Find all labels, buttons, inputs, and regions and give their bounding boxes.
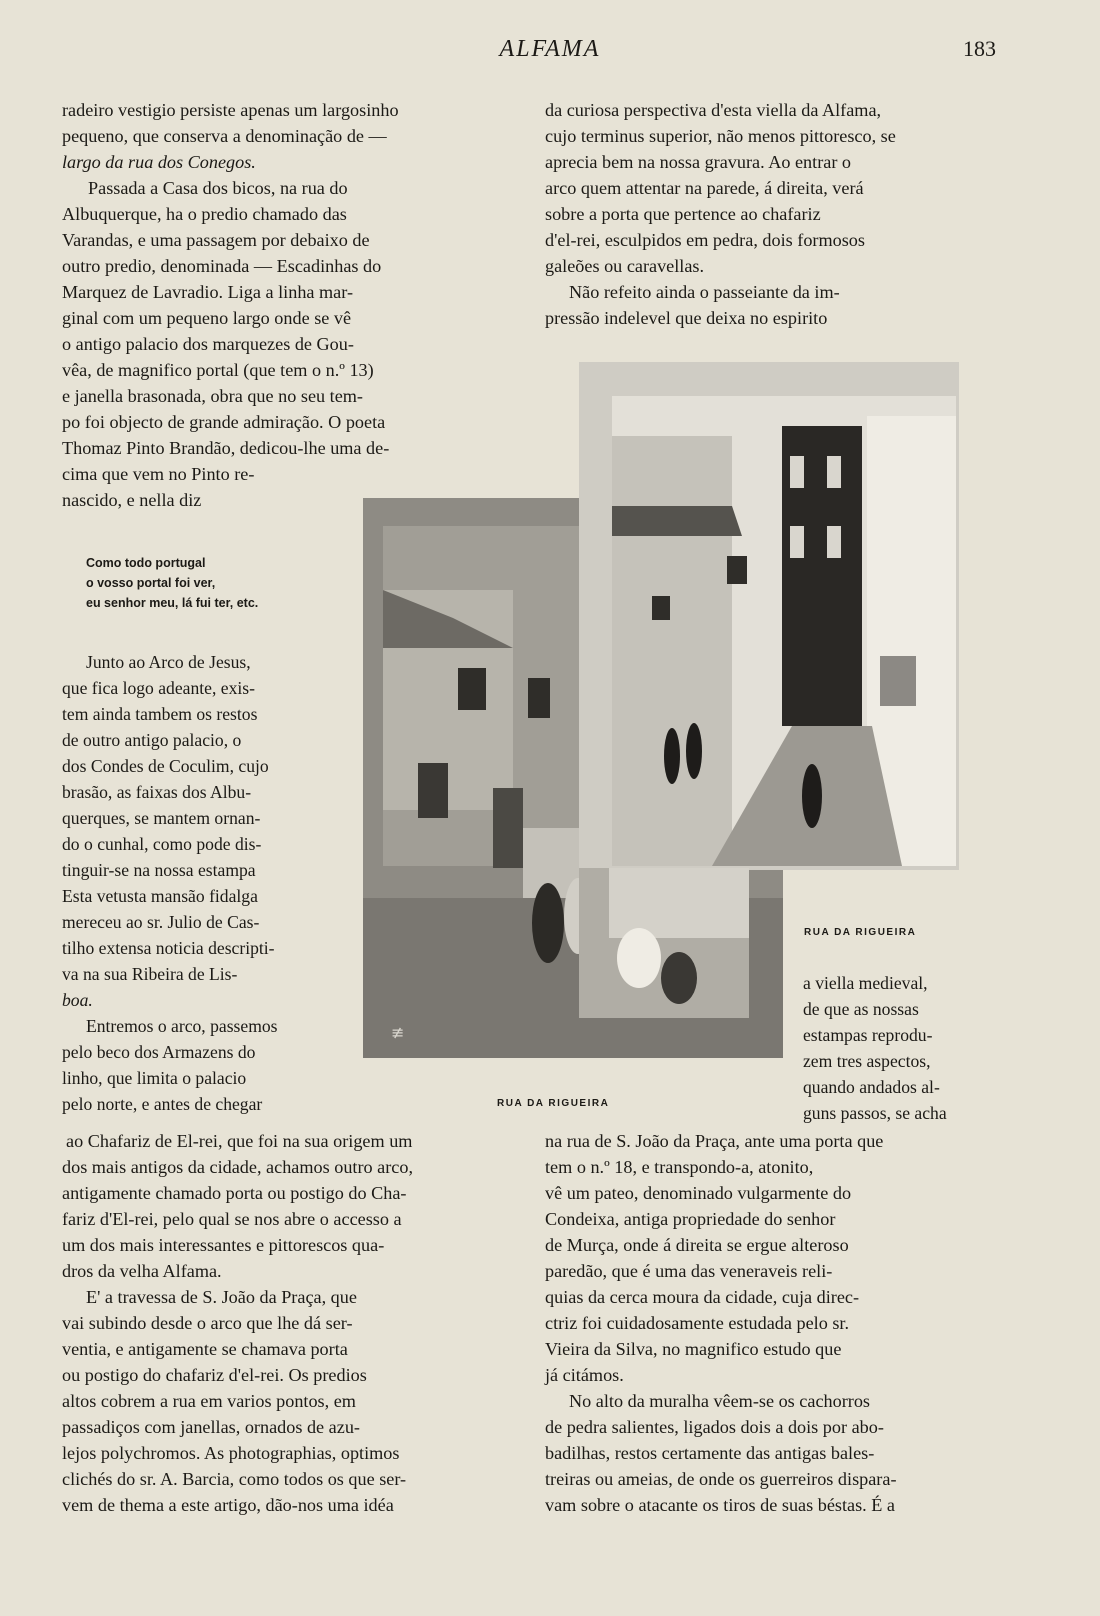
text-line: Condeixa, antiga propriedade do senhor — [545, 1209, 836, 1229]
text-line: No alto da muralha vêem-se os cachorros — [569, 1391, 870, 1411]
text-line: ctriz foi cuidadosamente estudada pelo sr. — [545, 1313, 850, 1333]
text-line: linho, que limita o palacio — [62, 1068, 247, 1088]
text-line: Vieira da Silva, no magnifico estudo que — [545, 1339, 842, 1359]
text-line: zem tres aspectos, — [803, 1051, 931, 1071]
left-column-bottom — [62, 1128, 502, 1518]
text-line: de pedra salientes, ligados dois a dois por abo- — [545, 1417, 884, 1437]
text-line: já citámos. — [545, 1365, 624, 1385]
text-line: lejos polychromos. As photographias, optimos — [62, 1443, 400, 1463]
text-line: Marquez de Lavradio. Liga a linha mar- — [62, 282, 354, 302]
text-line: po foi objecto de grande admiração. O poeta — [62, 412, 386, 432]
text-line: pressão indelevel que deixa no espirito — [545, 308, 828, 328]
photo-caption-right: RUA DA RIGUEIRA — [804, 927, 917, 938]
text-line: vê um pateo, denominado vulgarmente do — [545, 1183, 852, 1203]
text-line: do o cunhal, como pode dis- — [62, 834, 262, 854]
text-line: um dos mais interessantes e pittorescos qua- — [62, 1235, 385, 1255]
text-line: tem o n.º 18, e transpondo-a, atonito, — [545, 1157, 814, 1177]
text-line: pequeno, que conserva a denominação de — — [62, 126, 387, 146]
verse-line: Como todo portugal — [86, 556, 206, 570]
text-line: d'el-rei, esculpidos em pedra, dois formosos — [545, 230, 865, 250]
text-line: a viella medieval, — [803, 973, 928, 993]
text-line: na rua de S. João da Praça, ante uma porta que — [545, 1131, 884, 1151]
text-line: badilhas, restos certamente das antigas bales- — [545, 1443, 875, 1463]
text-line: brasão, as faixas dos Albu- — [62, 782, 252, 802]
text-line: va na sua Ribeira de Lis- — [62, 964, 238, 984]
text-line: E' a travessa de S. João da Praça, que — [86, 1287, 357, 1307]
right-column-bottom — [545, 1128, 985, 1518]
text-line: cujo terminus superior, não menos pittoresco, se — [545, 126, 896, 146]
text-line: Esta vetusta mansão fidalga — [62, 886, 258, 906]
text-line: quias da cerca moura da cidade, cuja direc- — [545, 1287, 860, 1307]
text-line: dros da velha Alfama. — [62, 1261, 222, 1281]
text-line: guns passos, se acha — [803, 1103, 947, 1123]
text-line: ao Chafariz de El-rei, que foi na sua origem um — [66, 1131, 413, 1151]
left-column-narrow — [62, 649, 332, 1117]
text-line: ginal com um pequeno largo onde se vê — [62, 308, 352, 328]
text-line: treiras ou ameias, de onde os guerreiros dispara- — [545, 1469, 897, 1489]
verse-line: o vosso portal foi ver, — [86, 576, 216, 590]
text-line: Albuquerque, ha o predio chamado das — [62, 204, 347, 224]
text-line: galeões ou caravellas. — [545, 256, 705, 276]
text-line: tinguir-se na nossa estampa — [62, 860, 256, 880]
text-line: altos cobrem a rua em varios pontos, em — [62, 1391, 356, 1411]
text-line: ventia, e antigamente se chamava porta — [62, 1339, 348, 1359]
text-line: nascido, e nella diz — [62, 490, 202, 510]
text-line: largo da rua dos Conegos. — [62, 152, 256, 172]
text-line: Varandas, e uma passagem por debaixo de — [62, 230, 370, 250]
street-photo-inset — [579, 868, 749, 1018]
text-line: e janella brasonada, obra que no seu tem- — [62, 386, 363, 406]
text-line: tilho extensa noticia descripti- — [62, 938, 275, 958]
text-line: vam sobre o atacante os tiros de suas béstas. É a — [545, 1495, 896, 1515]
right-column-narrow — [803, 970, 988, 1126]
text-line: cima que vem no Pinto re- — [62, 464, 255, 484]
text-line: vai subindo desde o arco que lhe dá ser- — [62, 1313, 353, 1333]
text-line: sobre a porta que pertence ao chafariz — [545, 204, 821, 224]
photo-illustration — [612, 396, 956, 866]
right-column-top — [545, 97, 985, 331]
text-line: Passada a Casa dos bicos, na rua do — [88, 178, 348, 198]
text-line: pelo norte, e antes de chegar — [62, 1094, 263, 1114]
text-line: dos Condes de Coculim, cujo — [62, 756, 269, 776]
text-line: dos mais antigos da cidade, achamos outro arco, — [62, 1157, 414, 1177]
text-line: clichés do sr. A. Barcia, como todos os que ser- — [62, 1469, 407, 1489]
text-line: Entremos o arco, passemos — [86, 1016, 278, 1036]
verse-quote — [86, 553, 258, 613]
photo-illustration — [579, 868, 749, 1018]
street-photo-right — [612, 396, 956, 866]
text-line: estampas reprodu- — [803, 1025, 933, 1045]
left-column-top — [62, 97, 488, 513]
text-line: outro predio, denominada — Escadinhas do — [62, 256, 382, 276]
running-title: ALFAMA — [499, 36, 601, 62]
text-line: vêa, de magnifico portal (que tem o n.º 13) — [62, 360, 374, 380]
text-line: pelo beco dos Armazens do — [62, 1042, 256, 1062]
text-line: o antigo palacio dos marquezes de Gou- — [62, 334, 354, 354]
text-line: passadiços com janellas, ornados de azu- — [62, 1417, 360, 1437]
text-line: de Murça, onde á direita se ergue alteroso — [545, 1235, 849, 1255]
text-line: Não refeito ainda o passeiante da im- — [569, 282, 840, 302]
text-line: querques, se mantem ornan- — [62, 808, 261, 828]
text-line: Junto ao Arco de Jesus, — [86, 652, 251, 672]
text-line: Thomaz Pinto Brandão, dedicou-lhe uma de- — [62, 438, 390, 458]
text-line: ou postigo do chafariz d'el-rei. Os predios — [62, 1365, 367, 1385]
text-line: de outro antigo palacio, o — [62, 730, 242, 750]
verse-line: eu senhor meu, lá fui ter, etc. — [86, 596, 259, 610]
svg-text:≢: ≢ — [391, 1023, 405, 1042]
text-line: que fica logo adeante, exis- — [62, 678, 255, 698]
text-line: fariz d'El-rei, pelo qual se nos abre o accesso a — [62, 1209, 402, 1229]
text-line: radeiro vestigio persiste apenas um largosinho — [62, 100, 399, 120]
page-number: 183 — [963, 36, 996, 61]
text-line: de que as nossas — [803, 999, 919, 1019]
text-line: paredão, que é uma das veneraveis reli- — [545, 1261, 833, 1281]
text-line: tem ainda tambem os restos — [62, 704, 258, 724]
text-line: arco quem attentar na parede, á direita, verá — [545, 178, 864, 198]
text-line: boa. — [62, 990, 93, 1010]
text-line: mereceu ao sr. Julio de Cas- — [62, 912, 260, 932]
text-line: antigamente chamado porta ou postigo do Cha- — [62, 1183, 407, 1203]
photo-caption-left: RUA DA RIGUEIRA — [497, 1098, 610, 1109]
text-line: vem de thema a este artigo, dão-nos uma idéa — [62, 1495, 394, 1515]
text-line: quando andados al- — [803, 1077, 940, 1097]
text-line: da curiosa perspectiva d'esta viella da Alfama, — [545, 100, 882, 120]
text-line: aprecia bem na nossa gravura. Ao entrar o — [545, 152, 852, 172]
